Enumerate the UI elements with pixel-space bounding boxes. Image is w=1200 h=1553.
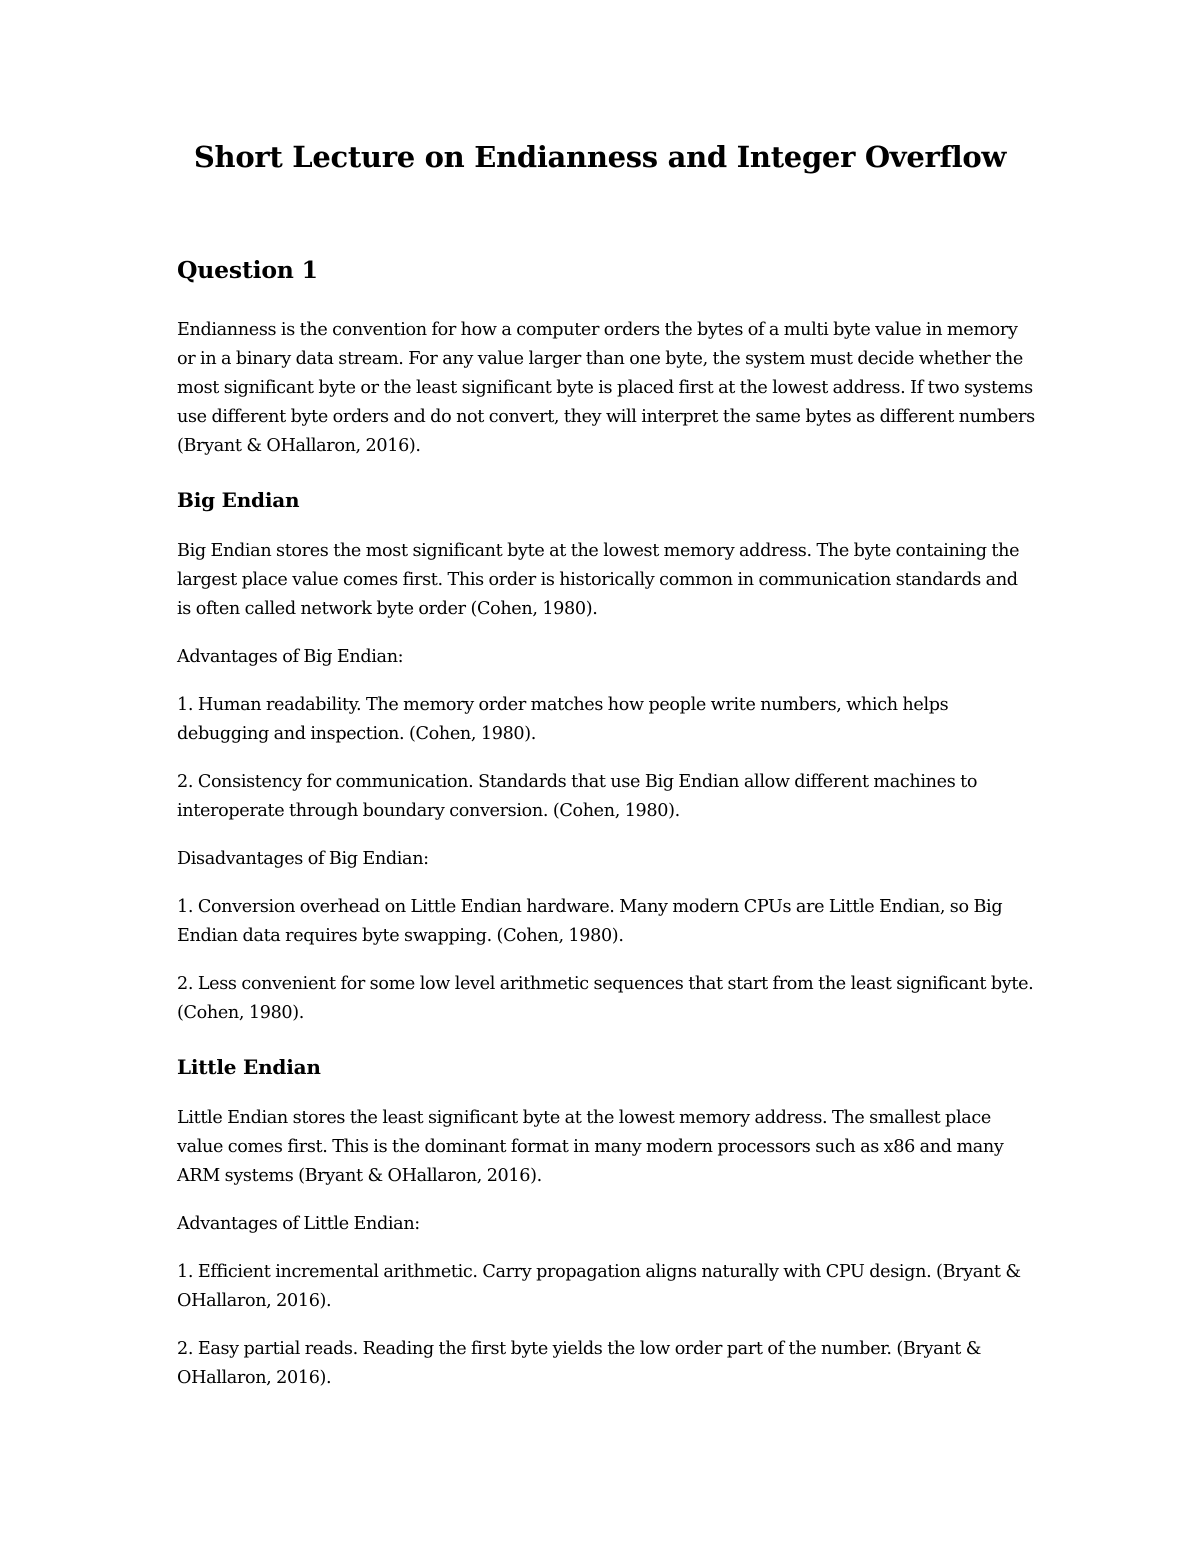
document-body <box>177 250 1035 1393</box>
big-endian-disadvantage-item: 2. Less convenient for some low level arithmetic sequences that start from the least significant byte. (Cohen, 1980). <box>177 974 1034 1023</box>
little-endian-advantages-label: Advantages of Little Endian: <box>177 1214 420 1234</box>
big-endian-advantage-item: 2. Consistency for communication. Standards that use Big Endian allow different machines to interoperate through boundary conversion. (Cohen, 1980). <box>177 772 978 821</box>
big-endian-disadvantage-item: 1. Conversion overhead on Little Endian hardware. Many modern CPUs are Little Endian, so Big Endian data requires byte swapping. (Cohen, 1980). <box>177 897 1003 946</box>
question-1-intro-paragraph: Endianness is the convention for how a computer orders the bytes of a multi byte value in memory or in a binary data stream. For any value larger than one byte, the system must decide whether the most significant byte or the least significant byte is placed first at the lowest address. If two systems use different byte orders and do not convert, they will interpret the same bytes as different numbers (Bryant & OHallaron, 2016). <box>177 320 1035 456</box>
little-endian-heading: Little Endian <box>177 1055 321 1079</box>
big-endian-description: Big Endian stores the most significant byte at the lowest memory address. The byte containing the largest place value comes first. This order is historically common in communication standards and is often called network byte order (Cohen, 1980). <box>177 541 1020 619</box>
big-endian-advantages-label: Advantages of Big Endian: <box>177 647 404 667</box>
big-endian-advantage-item: 1. Human readability. The memory order matches how people write numbers, which helps debugging and inspection. (Cohen, 1980). <box>177 695 949 744</box>
little-endian-description: Little Endian stores the least significant byte at the lowest memory address. The smallest place value comes first. This is the dominant format in many modern processors such as x86 and many ARM systems (Bryant & OHallaron, 2016). <box>177 1108 1004 1186</box>
big-endian-heading: Big Endian <box>177 488 300 512</box>
little-endian-advantage-item: 1. Efficient incremental arithmetic. Carry propagation aligns naturally with CPU design. (Bryant & OHallaron, 2016). <box>177 1262 1021 1311</box>
big-endian-disadvantages-label: Disadvantages of Big Endian: <box>177 849 429 869</box>
little-endian-advantage-item: 2. Easy partial reads. Reading the first byte yields the low order part of the number. (Bryant & OHallaron, 2016). <box>177 1339 982 1388</box>
question-1-heading: Question 1 <box>177 256 318 284</box>
document-title: Short Lecture on Endianness and Integer Overflow <box>193 140 1007 174</box>
